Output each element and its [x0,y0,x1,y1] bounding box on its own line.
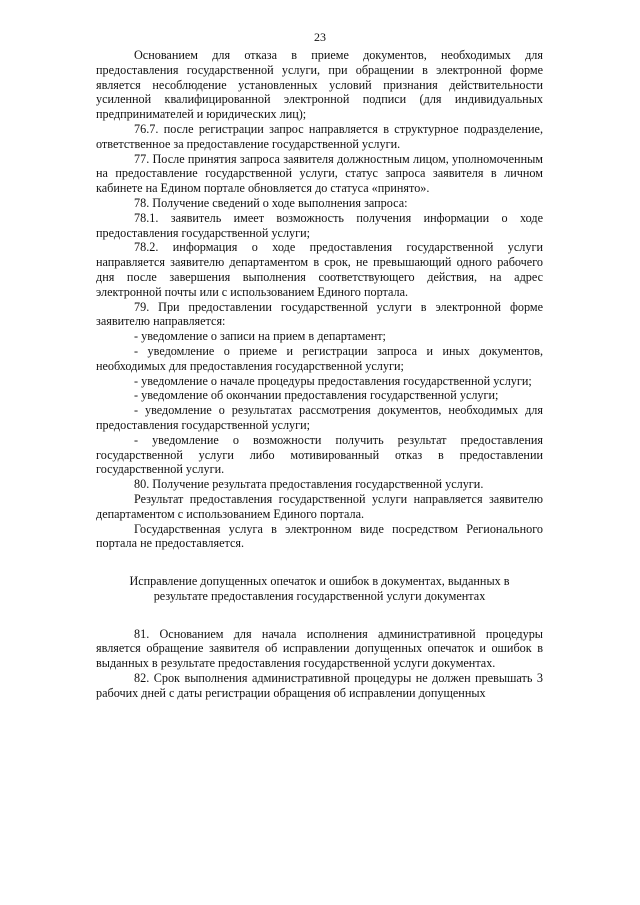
list-item: - уведомление о результатах рассмотрения документов, необходимых для предоставления государственной услуги; [96,403,543,432]
paragraph: 76.7. после регистрации запрос направляется в структурное подразделение, ответственное за предоставление государственной услуги. [96,121,543,151]
paragraph: Основанием для отказа в приеме документов, необходимых для предоставления государственной услуги, при обращении в электронной форме является несоблюдение установленных условий признания действительности усиленной квалифицированной электронной подписи (для индивидуальных предпринимателей и юридических лиц); [96,48,543,122]
paragraph: 78. Получение сведений о ходе выполнения запроса: [134,195,408,210]
list-item: - уведомление о записи на прием в департамент; [134,329,386,344]
section-heading: Исправление допущенных опечаток и ошибок в документах, выданных в результате предоставления государственной услуги документах [129,574,510,603]
list-item: - уведомление об окончании предоставления государственной услуги; [134,388,499,403]
paragraph: 78.2. информация о ходе предоставления государственной услуги направляется заявителю департаментом в срок, не превышающий одного рабочего дня после завершения выполнения соответствующего действия, на адрес электронной почты или с использованием Единого портала. [96,240,543,299]
paragraph: 78.1. заявитель имеет возможность получения информации о ходе предоставления государственной услуги; [96,210,543,240]
paragraph: 79. При предоставлении государственной услуги в электронной форме заявителю направляется: [96,299,543,329]
paragraph: 77. После принятия запроса заявителя должностным лицом, уполномоченным на предоставление государственной услуги, статус запроса заявителя в личном кабинете на Едином портале обновляется до статуса «принято». [96,151,543,196]
paragraph: 81. Основанием для начала исполнения административной процедуры является обращение заявителя об исправлении допущенных опечаток и ошибок в выданных в результате предоставления государственной услуги документах. [96,626,543,671]
list-item: - уведомление о начале процедуры предоставления государственной услуги; [134,373,532,388]
list-item: - уведомление о приеме и регистрации запроса и иных документов, необходимых для предоставления государственной услуги; [96,343,543,373]
page-number: 23 [314,30,326,44]
paragraph: Результат предоставления государственной услуги направляется заявителю департаментом с использованием Единого портала. [96,491,543,521]
list-item: - уведомление о возможности получить результат предоставления государственной услуги либо мотивированный отказ в предоставлении государственной услуги. [96,432,543,477]
paragraph: 80. Получение результата предоставления государственной услуги. [134,477,484,492]
document-body [96,48,543,701]
paragraph: Государственная услуга в электронном виде посредством Регионального портала не предоставляется. [96,521,543,551]
paragraph: 82. Срок выполнения административной процедуры не должен превышать 3 рабочих дней с даты регистрации обращения об исправлении допущенных [96,671,543,700]
